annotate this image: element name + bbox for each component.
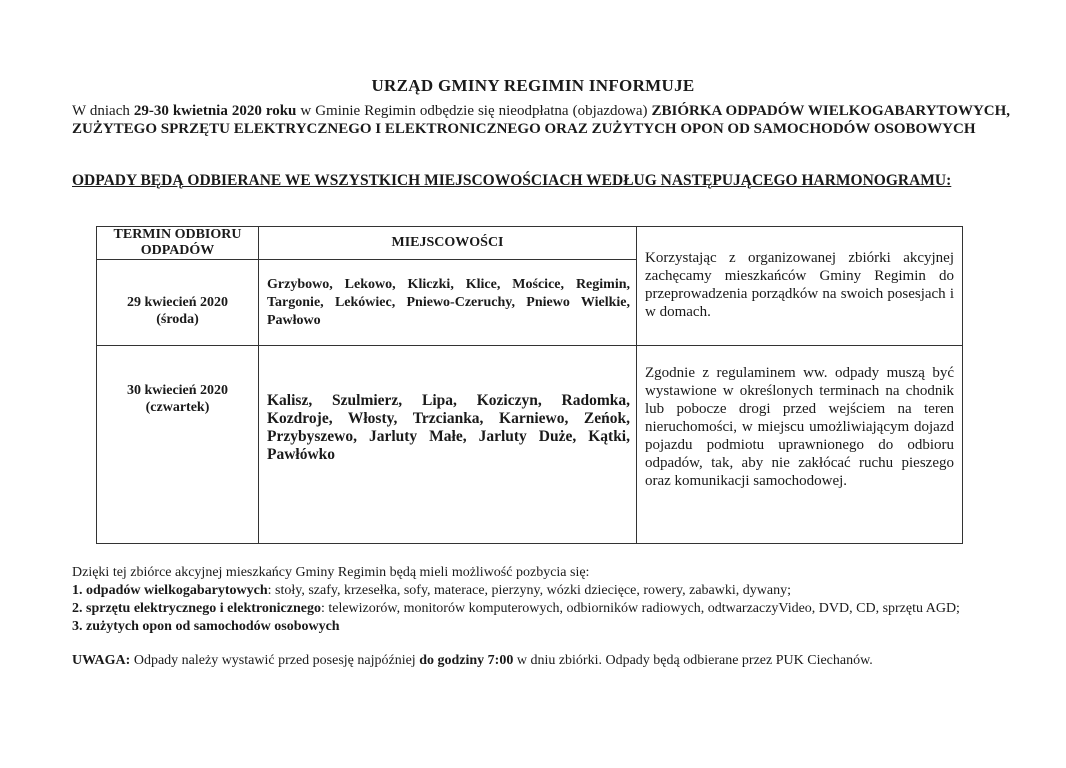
warning-label: UWAGA: — [72, 653, 131, 668]
warning-note — [72, 652, 1032, 670]
row-2-places — [259, 346, 637, 544]
header-places: MIEJSCOWOŚCI — [259, 227, 637, 260]
row-1-places — [259, 260, 637, 346]
disposal-item-3-label: 3. zużytych opon od samochodów osobowych — [72, 619, 340, 634]
row-2-day: (czwartek) — [145, 400, 210, 415]
info-cell-2 — [637, 346, 963, 544]
disposal-intro: Dzięki tej zbiórce akcyjnej mieszkańcy Gminy Regimin będą mieli możliwość pozbycia się: — [72, 565, 590, 580]
disposal-item-2-label: 2. sprzętu elektrycznego i elektronicznego — [72, 601, 321, 616]
header-term: TERMIN ODBIORU ODPADÓW — [97, 227, 259, 260]
schedule-table — [96, 226, 963, 544]
disposal-item-1-text: : stoły, szafy, krzesełka, sofy, materace, pierzyny, wózki dziecięce, rowery, zabawki, dywany; — [267, 583, 791, 598]
disposal-item-3 — [72, 618, 1032, 636]
row-2-term — [97, 346, 259, 544]
warning-deadline: do godziny 7:00 — [419, 653, 514, 668]
row-2-places-text: Kalisz, Szulmierz, Lipa, Koziczyn, Radomka, Kozdroje, Włosty, Trzcianka, Karniewo, Zeńok, Przybyszewo, Jarluty Małe, Jarluty Duże, Kątki, Pawłówko — [267, 392, 630, 463]
disposal-item-2-text: : telewizorów, monitorów komputerowych, odbiorników radiowych, odtwarzaczyVideo, DVD, CD, sprzętu AGD; — [320, 601, 960, 616]
warning-text-start: Odpady należy wystawić przed posesję najpóźniej — [133, 653, 416, 668]
info-cell-1 — [637, 227, 963, 346]
disposal-item-1 — [72, 582, 1032, 600]
page-title: URZĄD GMINY REGIMIN INFORMUJE — [371, 76, 695, 95]
disposal-section — [72, 564, 1032, 636]
intro-text-start: W dniach — [72, 103, 130, 119]
row-1-places-text: Grzybowo, Lekowo, Kliczki, Klice, Mościce, Regimin, Targonie, Lekówiec, Pniewo-Czeruchy, Pniewo Wielkie, Pawłowo — [267, 277, 630, 328]
intro-paragraph — [72, 102, 1010, 138]
disposal-item-1-label: 1. odpadów wielkogabarytowych — [72, 583, 268, 598]
intro-collection-name: ZBIÓRKA ODPADÓW WIELKOGABARYTOWYCH, ZUŻYTEGO SPRZĘTU ELEKTRYCZNEGO I ELEKTRONICZNEGO ORAZ ZUŻYTYCH OPON OD SAMOCHODÓW OSOBOWYCH — [72, 103, 1011, 137]
info-text-encouragement: Korzystając z organizowanej zbiórki akcyjnej zachęcamy mieszkańców Gminy Regimin do przeprowadzenia porządków na swoich posesjach i w domach. — [645, 250, 954, 320]
info-text-rules: Zgodnie z regulaminem ww. odpady muszą być wystawione w określonych terminach na chodnik lub pobocze drogi przed wejściem na teren nieruchomości, w miejscu umożliwiającym dojazd pojazdu podmiotu uprawnionego do odbioru odpadów, tak, aby nie zakłócać ruchu pieszego oraz komunikacji samochodowej. — [645, 365, 954, 489]
row-1-date: 29 kwiecień 2020 — [126, 295, 229, 310]
intro-dates: 29-30 kwietnia 2020 roku — [133, 103, 297, 119]
row-1-day: (środa) — [156, 312, 199, 327]
row-2-date: 30 kwiecień 2020 — [126, 383, 229, 398]
warning-text-end: w dniu zbiórki. Odpady będą odbierane przez PUK Ciechanów. — [516, 653, 873, 668]
row-1-term — [97, 260, 259, 346]
intro-text-middle: w Gminie Regimin odbędzie się nieodpłatna (objazdowa) — [300, 103, 648, 119]
disposal-item-2 — [72, 600, 1032, 618]
schedule-heading: ODPADY BĘDĄ ODBIERANE WE WSZYSTKICH MIEJSCOWOŚCIACH WEDŁUG NASTĘPUJĄCEGO HARMONOGRAMU: — [72, 172, 952, 189]
